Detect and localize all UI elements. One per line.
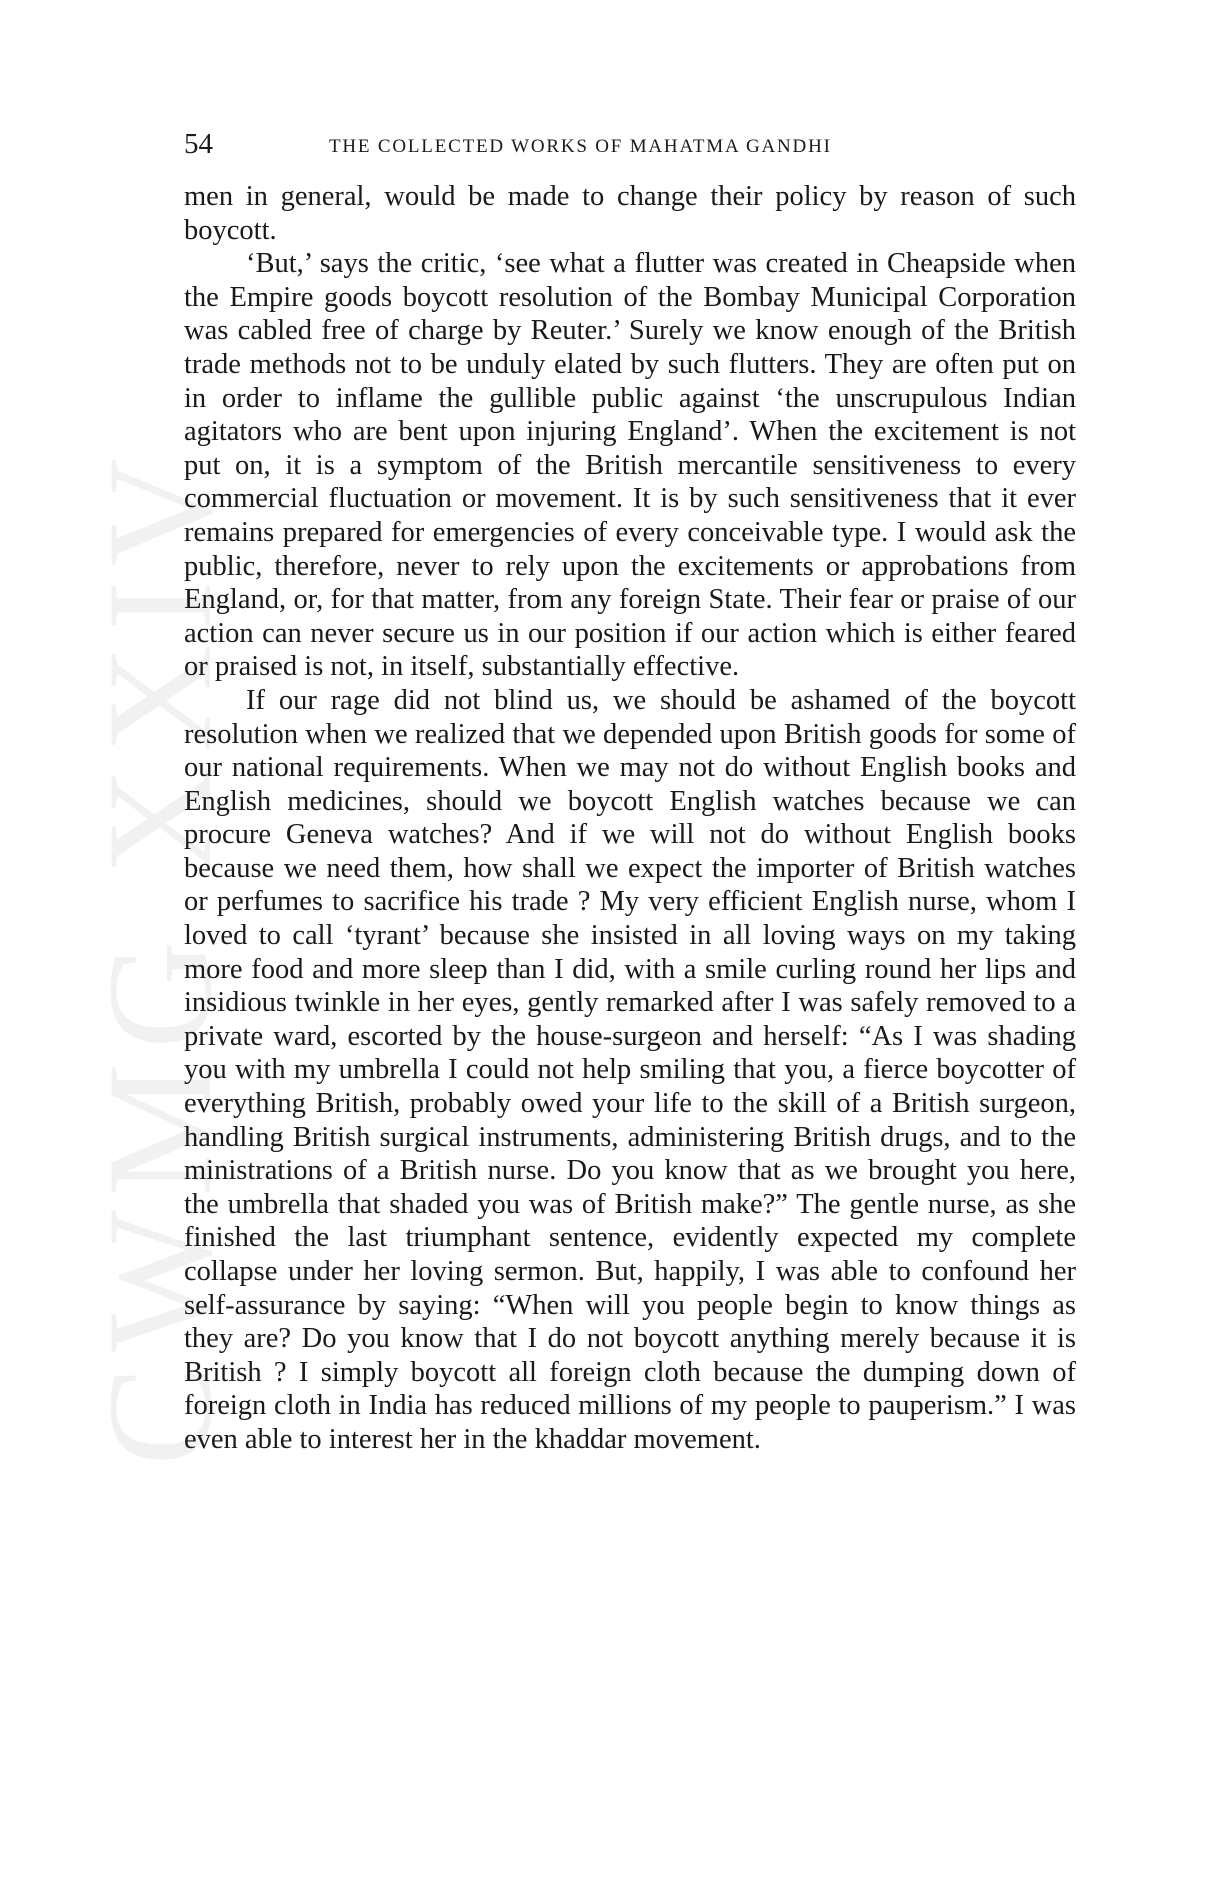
watermark-text: CWMG XXIV	[77, 444, 244, 1466]
running-title: THE COLLECTED WORKS OF MAHATMA GANDHI	[329, 136, 832, 157]
paragraph: If our rage did not blind us, we should be ashamed of the boycott resolution when we realized that we depended upon British goods for some of our national requirements. When we may not do without English books and English medicines, should we boycott English watches because we can procure Geneva watches? And if we will not do without English books because we need them, how shall we expect the importer of British watches or perfumes to sacrifice his trade ? My very efficient English nurse, whom I loved to call ‘tyrant’ because she insisted in all loving ways on my taking more food and more sleep than I did, with a smile curling round her lips and insidious twinkle in her eyes, gently remarked after I was safely removed to a private ward, escorted by the house-surgeon and herself: “As I was shading you with my umbrella I could not help smiling that you, a fierce boycotter of everything British, probably owed your life to the skill of a British surgeon, handling British surgical instruments, administering British drugs, and to the ministrations of a British nurse. Do you know that as we brought you here, the umbrella that shaded you was of British make?” The gentle nurse, as she finished the last triumphant sentence, evidently expected my complete collapse under her loving sermon. But, happily, I was able to confound her self-assurance by saying: “When will you people begin to know things as they are? Do you know that I do not boycott anything merely because it is British ? I simply boycott all foreign cloth because the dumping down of foreign cloth in India has reduced millions of my people to pauperism.” I was even able to interest her in the khaddar movement.	[184, 684, 1076, 1455]
paragraph: ‘But,’ says the critic, ‘see what a flutter was created in Cheapside when the Empire goods boycott resolution of the Bombay Municipal Corporation was cabled free of charge by Reuter.’ Surely we know enough of the British trade methods not to be unduly elated by such flutters. They are often put on in order to inflame the gullible public against ‘the unscrupulous Indian agitators who are bent upon injuring England’. When the excitement is not put on, it is a symptom of the British mercantile sensitiveness to every commercial fluctuation or movement. It is by such sensitiveness that it ever remains prepared for emergencies of every conceivable type. I would ask the public, therefore, never to rely upon the excitements or approbations from England, or, for that matter, from any foreign State. Their fear or praise of our action can never secure us in our position if our action which is either feared or praised is not, in itself, substantially effective.	[184, 248, 1076, 683]
page-number: 54	[184, 128, 213, 160]
body-text	[184, 180, 1076, 1457]
page-header	[184, 128, 1084, 168]
paragraph: men in general, would be made to change their policy by reason of such boycott.	[184, 181, 1076, 246]
